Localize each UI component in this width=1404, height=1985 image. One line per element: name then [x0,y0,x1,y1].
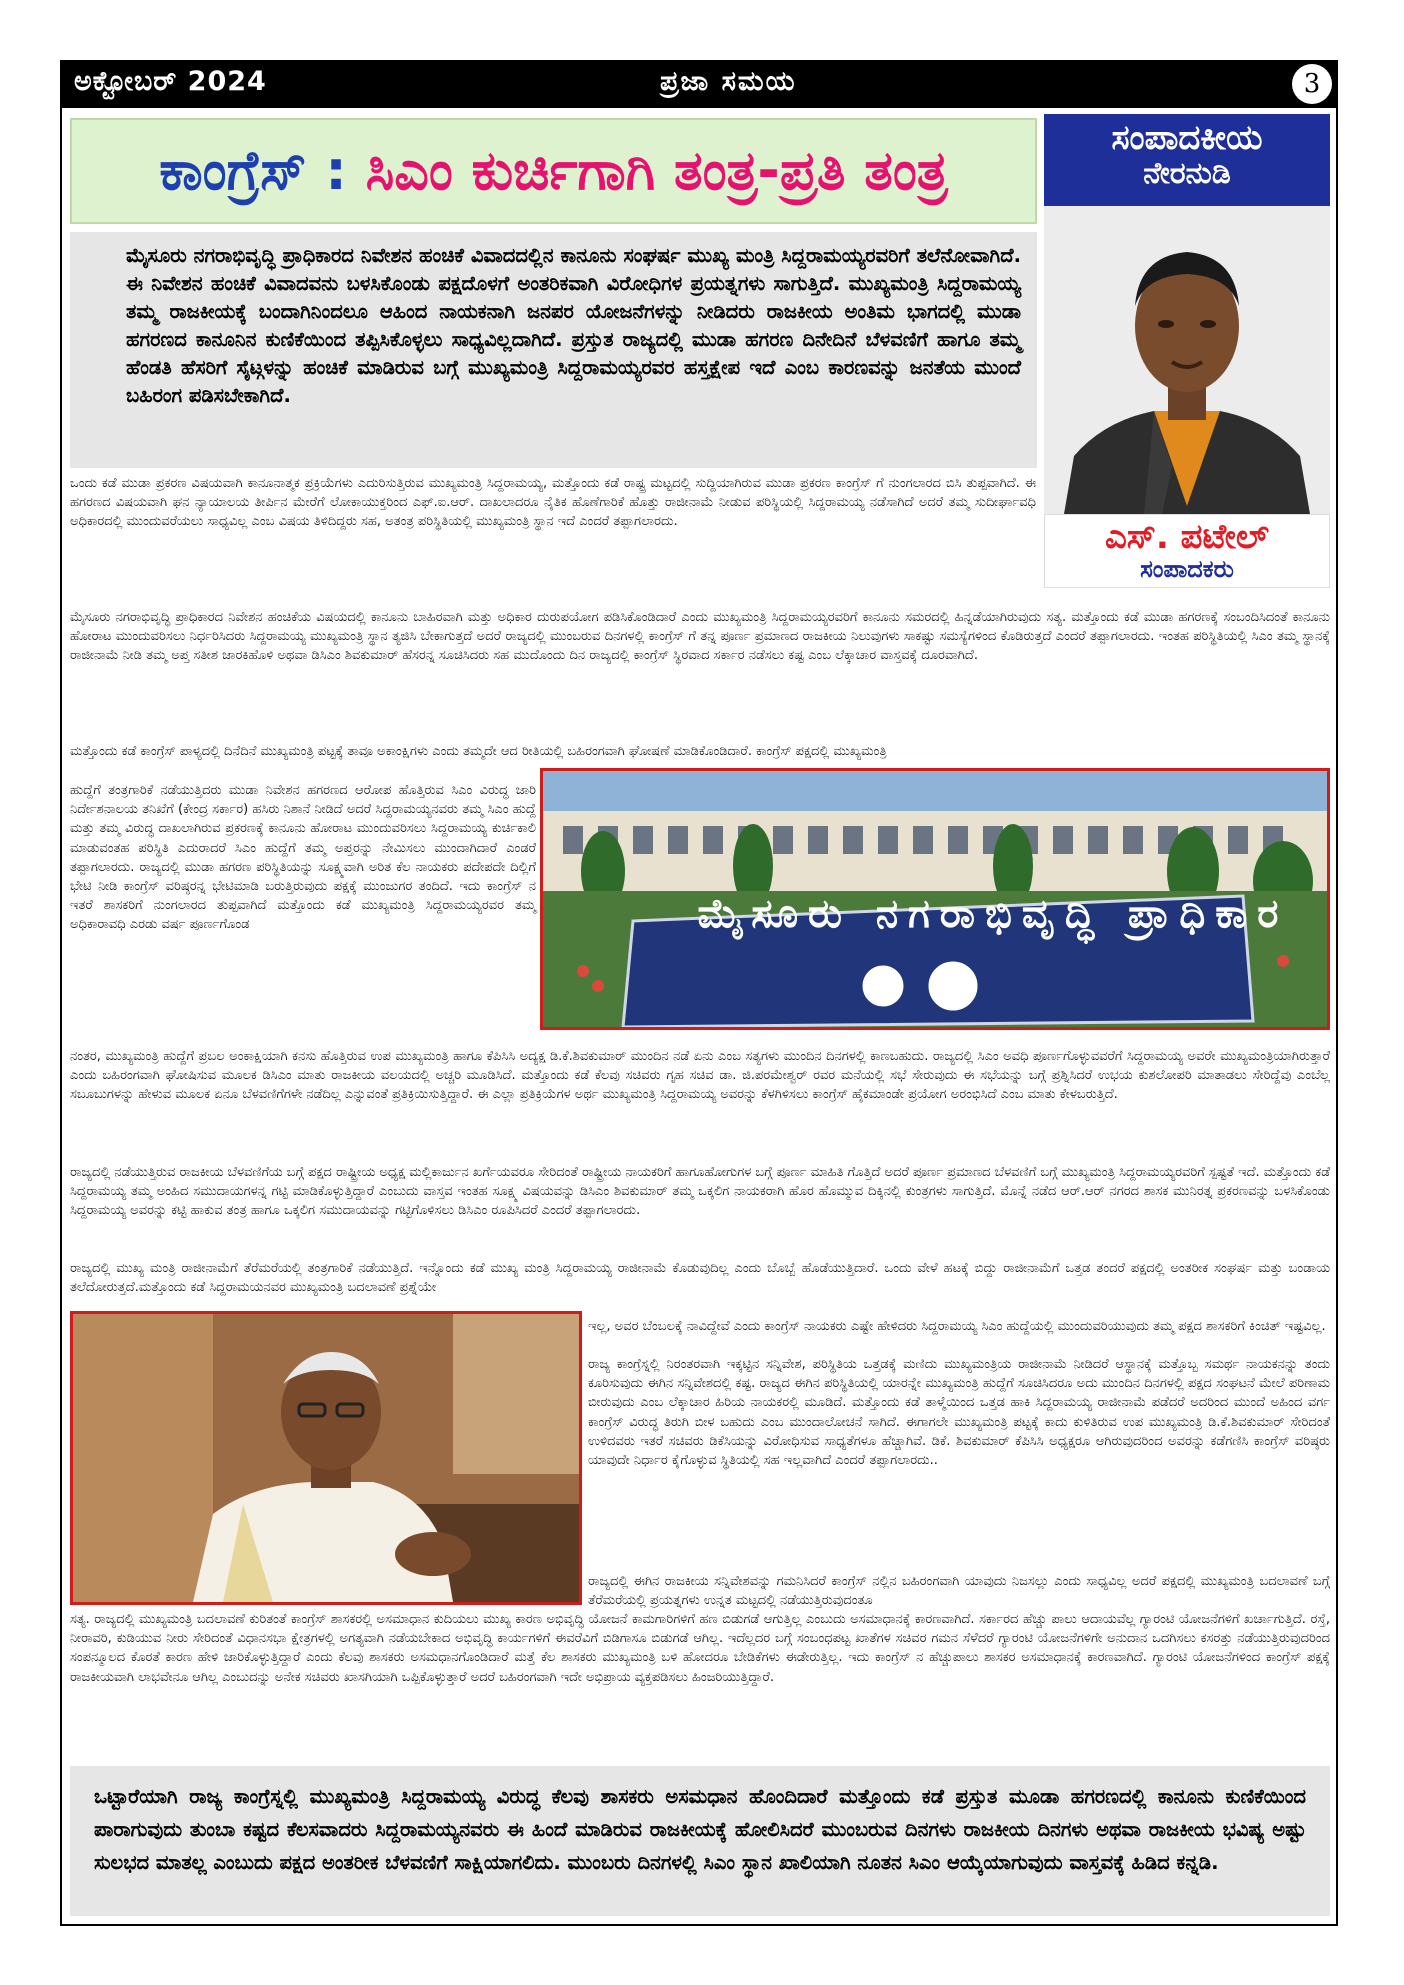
body-paragraph-10: ರಾಜ್ಯದಲ್ಲಿ ಈಗಿನ ರಾಜಕೀಯ ಸನ್ನಿವೇಶವನ್ನು ಗಮನಿಸಿದರೆ ಕಾಂಗ್ರೆಸ್ ನಲ್ಲಿನ ಬಹಿರಂಗವಾಗಿ ಯಾವುದು ನಿಜಸಲ್ಲು ಎಂದು ಸಾಧ್ಯವಿಲ್ಲ ಅದರೆ ಪಕ್ಷದಲ್ಲಿ ಮುಖ್ಯಮಂತ್ರಿ ಬದಲಾವಣೆ ಬಗ್ಗೆ ತೆರೆಮರೆಯಲ್ಲಿ ಪ್ರಯತ್ನಗಳು ಉನ್ನತ ಮಟ್ಟದಲ್ಲಿ ನಡೆಯುತ್ತಿರುವುದಂತೂ [588,1574,1330,1609]
newspaper-name: ಪ್ರಜಾ ಸಮಯ [660,66,797,97]
page-header [60,60,1338,108]
cm-image [73,1314,579,1602]
body-paragraph-11: ಸತ್ಯ. ರಾಜ್ಯದಲ್ಲಿ ಮುಖ್ಯಮಂತ್ರಿ ಬದಲಾವಣೆ ಕುರಿತಂತೆ ಕಾಂಗ್ರೆಸ್ ಶಾಸಕರಲ್ಲಿ ಅಸಮಾಧಾನ ಕುದಿಯಲು ಮುಖ್ಯ ಕಾರಣ ಅಭಿವೃದ್ಧಿ ಯೋಜನೆ ಕಾಮಗಾರಿಗಳಿಗೆ ಹಣ ಬಿಡುಗಡೆ ಆಗುತ್ತಿಲ್ಲ ಎಂಬುದು ಅಸಮಾಧಾನಕ್ಕೆ ಕಾರಣವಾಗಿದೆ. ಸರ್ಕಾರದ ಹೆಚ್ಚು ಪಾಲು ಆದಾಯವೆಲ್ಲ ಗ್ಯಾರಂಟಿ ಯೋಜನೆಗಳಿಗೆ ಖರ್ಚಾಗುತ್ತಿದೆ. ರಸ್ತೆ, ನೀರಾವರಿ, ಕುಡಿಯುವ ನೀರು ಸೇರಿದಂತೆ ವಿಧಾನಸಭಾ ಕ್ಷೇತ್ರಗಳಲ್ಲಿ ಅಗತ್ಯವಾಗಿ ನಡೆಯಬೇಕಾದ ಅಭಿವೃದ್ಧಿ ಕಾರ್ಯಗಳಿಗೆ ಈವರೆವಿಗೆ ಬಿಡಿಗಾಸೂ ಬಿಡುಗಡೆ ಆಗಿಲ್ಲ. ಇದೆಲ್ಲದರ ಬಗ್ಗೆ ಸಂಬಂಧಪಟ್ಟ ಖಾತೆಗಳ ಸಚಿವರ ಗಮನ ಸೆಳೆದರೆ ಗ್ಯಾರಂಟಿ ಯೋಜನೆಗಳಿಗೇ ಅನುದಾನ ಒದಗಿಸಲು ಕಸರತ್ತು ನಡೆಯುತ್ತಿರುವುದರಿಂದ ಸಂಪನ್ಮೂಲದ ಕೊರತೆ ಕಾರಣ ಹೇಳಿ ಜಾರಿಕೊಳ್ಳುತ್ತಿದ್ದಾರೆ ಎಂದು ಕೆಲವು ಶಾಸಕರು ಅಸಮಧಾನಗೊಂಡಿದಾರೆ ಮತ್ತೆ ಕೆಲ ಶಾಸಕರು ಮುಖ್ಯಮಂತ್ರಿ ಬಳಿ ಹೋದರೂ ಬೇಡಿಕೆಗಳು ಈಡೇರುತ್ತಿಲ್ಲ. ಇದು ಕಾಂಗ್ರೆಸ್ ನ ಹೆಚ್ಚುಪಾಲು ಶಾಸಕರ ಅಸಮಾಧಾನಕ್ಕೆ ಕಾರಣವಾಗಿದೆ. ಗ್ಯಾರಂಟಿ ಯೋಜನೆಗಳಿಂದ ಕಾಂಗ್ರೆಸ್ ಪಕ್ಷಕ್ಕೆ ರಾಜಕೀಯವಾಗಿ ಲಾಭವೇನೂ ಆಗಿಲ್ಲ ಎಂಬುದನ್ನು ಅನೇಕ ಸಚಿವರು ಖಾಸಗಿಯಾಗಿ ಒಪ್ಪಿಕೊಳ್ಳುತ್ತಾರೆ ಅದರೆ ಬಹಿರಂಗವಾಗಿ ಇದೇ ಅಭಿಪ್ರಾಯ ವ್ಯಕ್ತಪಡಿಸಲು ಹಿಂಜರಿಯುತ್ತಿದ್ದಾರೆ. [70,1612,1330,1685]
cm-photo [70,1311,582,1605]
intro-box [70,232,1037,468]
body-paragraph-8: ಇಲ್ಲ, ಅವರ ಬೆಂಬಲಕ್ಕೆ ನಾವಿದ್ದೇವೆ ಎಂದು ಕಾಂಗ್ರೆಸ್ ನಾಯಕರು ಎಷ್ಟೇ ಹೇಳಿದರು ಸಿದ್ದರಾಮಯ್ಯ ಸಿಎಂ ಹುದ್ದೆಯಲ್ಲಿ ಮುಂದುವರಿಯುವುದು ತಮ್ಮ ಪಕ್ಷದ ಶಾಸಕರಿಗೆ ಕಿಂಚಿತ್ ಇಷ್ಟವಿಲ್ಲ. [588,1319,1326,1334]
editorial-label-line1: ಸಂಪಾದಕೀಯ [1111,118,1263,158]
conclusion-box [70,1766,1330,1916]
editor-photo [1044,206,1330,514]
editorial-label [1044,114,1330,206]
body-paragraph-5: ನಂತರ, ಮುಖ್ಯಮಂತ್ರಿ ಹುದ್ದೆಗೆ ಪ್ರಬಲ ಅಂಕಾಕ್ಷಿಯಾಗಿ ಕನಸು ಹೊತ್ತಿರುವ ಉಪ ಮುಖ್ಯಮಂತ್ರಿ ಹಾಗೂ ಕೆಪಿಸಿಸಿ ಅದ್ಯಕ್ಷ ಡಿ.ಕೆ.ಶಿವಕುಮಾರ್ ಮುಂದಿನ ನಡೆ ಏನು ಎಂಬ ಸತ್ಯಗಳು ಮುಂದಿನ ದಿನಗಳಲ್ಲಿ ಕಾಣಬಹುದು. ರಾಜ್ಯದಲ್ಲಿ ಸಿಎಂ ಅವಧಿ ಪೂರ್ಣಗೊಳ್ಳುವವರೆಗೆ ಸಿದ್ದರಾಮಯ್ಯ ಅವರೇ ಮುಖ್ಯಮಂತ್ರಿಯಾಗಿರುತ್ತಾರೆ ಎಂದು ಬಹಿರಂಗವಾಗಿ ಘೋಷಿಸುವ ಮೂಲಕ ಡಿಸಿಎಂ ಮಾತು ರಾಜಕೀಯ ವಲಯದಲ್ಲಿ ಅಚ್ಚರಿ ಮೂಡಿಸಿದೆ. ಮತ್ತೊಂದು ಕಡೆ ಕೆಲವು ಸಚಿವರು ಗೃಹ ಸಚಿವ ಡಾ. ಜಿ.ಪರಮೇಶ್ವರ್ ರವರ ಮನೆಯಲ್ಲಿ ಸಭೆ ಸೇರುವುದು ಈ ಸಭೆಯನ್ನು ಬಗ್ಗೆ ಪ್ರಶ್ನಿಸಿದರೆ ಉಭಯ ಕುಶಲೋಪರಿ ಮಾತಾಡಲು ಸೇರಿದ್ದೆವು ಎಂಬೆಲ್ಲ ಸಬೂಬುಗಳನ್ನು ಹೇಳುವ ಮೂಲಕ ಏನೂ ಬೆಳವಣಿಗೆಗಳೇ ನಡೆದಿಲ್ಲ ಎನ್ನುವಂತೆ ಪ್ರತಿಕ್ರಿಯಿಸುತ್ತಿದ್ದಾರೆ. ಈ ಎಲ್ಲಾ ಪ್ರತಿಕ್ರಿಯೆಗಳ ಅರ್ಥ ಮುಖ್ಯಮಂತ್ರಿ ಸಿದ್ದರಾಮಯ್ಯ ಅವರನ್ನು ಕೆಳಗಿಳಿಸಲು ಕಾಂಗ್ರೆಸ್ ಹೈಕಮಾಂಡೇ ಪ್ರಯೋಗ ಅರಂಭಿಸಿದೆ ಎಂಬ ಮಾತು ಕೇಳಬರುತ್ತಿದೆ. [70,1049,1330,1103]
headline-box [70,118,1037,224]
editor-role: ಸಂಪಾದಕರು [1140,555,1234,583]
editor-portrait-image [1044,206,1330,514]
issue-date: ಅಕ್ಟೋಬರ್ 2024 [74,66,267,97]
body-paragraph-9: ರಾಜ್ಯ ಕಾಂಗ್ರೆಸ್ನಲ್ಲಿ ನಿರಂತರವಾಗಿ ಇಕ್ಕಟ್ಟಿನ ಸನ್ನಿವೇಶ, ಪರಿಸ್ಥಿತಿಯ ಒತ್ತಡಕ್ಕೆ ಮಣಿದು ಮುಖ್ಯಮಂತ್ರಿಯ ರಾಜೀನಾಮೆ ನೀಡಿದರೆ ಆಸ್ಥಾನಕ್ಕೆ ಮತ್ತೊಬ್ಬ ಸಮರ್ಥ ನಾಯಕನನ್ನು ತಂದು ಕೂರಿಸುವುದು ಈಗಿನ ಸನ್ನಿವೇಶದಲ್ಲಿ ಕಷ್ಟ. ರಾಜ್ಯದ ಈಗಿನ ಪರಿಸ್ಥಿತಿಯಲ್ಲಿ ಯಾರನ್ನೇ ಮುಖ್ಯಮಂತ್ರಿ ಹುದ್ದೆಗೆ ಸೂಚಿಸಿದರೂ ಅದು ಮುಂದಿನ ದಿನಗಳಲ್ಲಿ ಪಕ್ಷದ ಸಂಘಟನೆ ಮೇಲೆ ಪರಿಣಾಮ ಬೀರುವುದು ಎಂಬ ಲೆಕ್ಕಾಚಾರ ಹಿರಿಯ ನಾಯಕರಲ್ಲಿ ಮೂಡಿದೆ. ಮತ್ತೊಂದು ಕಡೆ ತಾಳ್ಮೆಯಿಂದ ಒತ್ತಡ ಹಾಕಿ ಸಿದ್ದರಾಮಯ್ಯ ರಾಜೀನಾಮೆ ಪಡೆದರೆ ಅದರಿಂದ ಮುಂದೆ ಅಹಿಂದ ವರ್ಗ ಕಾಂಗ್ರೆಸ್ ವಿರುದ್ಧ ತಿರುಗಿ ಬೀಳ ಬಹುದು ಎಂಬ ಮುಂದಾಲೋಚನೆ ಸಾಗಿದೆ. ಈಗಾಗಲೇ ಮುಖ್ಯಮಂತ್ರಿ ಪಟ್ಟಕ್ಕೆ ಕಾದು ಕುಳಿತಿರುವ ಉಪ ಮುಖ್ಯಮಂತ್ರಿ ಡಿ.ಕೆ.ಶಿವಕುಮಾರ್ ಸೇರಿದಂತೆ ಉಳಿದವರು ಇತರೆ ಸಚಿವರು ಡಿಕೆಸಿಯನ್ನು ವಿರೋಧಿಸುವ ಸಾಧ್ಯತೆಗಳೂ ಹೆಚ್ಚಾಗಿವೆ. ಡಿಕೆ. ಶಿವಕುಮಾರ್ ಕೆಪಿಸಿಸಿ ಅಧ್ಯಕ್ಷರೂ ಆಗಿರುವುದರಿಂದ ಅವರನ್ನು ಕಡೆಗಣಿಸಿ ಕಾಂಗ್ರೆಸ್ ವರಿಷ್ಠರು ಯಾವುದೇ ನಿರ್ಧಾರ ಕೈಗೊಳ್ಳುವ ಸ್ಥಿತಿಯಲ್ಲಿ ಸಹ ಇಲ್ಲವಾಗಿದೆ ಎಂದರೆ ತಪ್ಪಾಗಲಾರದು.. [588,1357,1330,1469]
body-paragraph-7: ರಾಜ್ಯದಲ್ಲಿ ಮುಖ್ಯ ಮಂತ್ರಿ ರಾಜೀನಾಮೆಗೆ ತೆರೆಮರೆಯಲ್ಲಿ ತಂತ್ರಗಾರಿಕೆ ನಡೆಯುತ್ತಿದೆ. ಇನ್ನೊಂದು ಕಡೆ ಮುಖ್ಯ ಮಂತ್ರಿ ಸಿದ್ದರಾಮಯ್ಯ ರಾಜೀನಾಮೆ ಕೊಡುವುದಿಲ್ಲ ಎಂದು ಬೊಬ್ಬೆ ಹೊಡೆಯುತ್ತಿದಾರೆ. ಒಂದು ವೇಳೆ ಹಟಕ್ಕೆ ಬಿದ್ದು ರಾಜೀನಾಮೆಗೆ ಒತ್ತಡ ತಂದರೆ ಪಕ್ಷದಲ್ಲಿ ಅಂತರೀಕ ಸಂಘರ್ಷ ಮತ್ತು ಬಂಡಾಯ ತಲೆದೋರುತ್ತದೆ.ಮತ್ತೊಂದು ಕಡೆ ಸಿದ್ದರಾಮಯನವರ ಮುಖ್ಯಮಂತ್ರಿ ಬದಲಾವಣೆ ಪ್ರಶ್ನೆಯೇ [70,1261,1330,1296]
muda-building-photo [540,768,1330,1030]
conclusion-text: ಒಟ್ಟಾರೆಯಾಗಿ ರಾಜ್ಯ ಕಾಂಗ್ರೆಸ್ನಲ್ಲಿ ಮುಖ್ಯಮಂತ್ರಿ ಸಿದ್ದರಾಮಯ್ಯ ವಿರುದ್ಧ ಕೆಲವು ಶಾಸಕರು ಅಸಮಧಾನ ಹೊಂದಿದಾರೆ ಮತ್ತೊಂದು ಕಡೆ ಪ್ರಸ್ತುತ ಮೂಡಾ ಹಗರಣದಲ್ಲಿ ಕಾನೂನು ಕುಣಿಕೆಯಿಂದ ಪಾರಾಗುವುದು ತುಂಬಾ ಕಷ್ಟದ ಕೆಲಸವಾದರು ಸಿದ್ದರಾಮಯ್ಯನವರು ಈ ಹಿಂದೆ ಮಾಡಿರುವ ರಾಜಕೀಯಕ್ಕೆ ಹೋಲಿಸಿದರೆ ಮುಂಬರುವ ದಿನಗಳು ರಾಜಕೀಯ ದಿನಗಳು ಅಥವಾ ರಾಜಕೀಯ ಭವಿಷ್ಯ ಅಷ್ಟು ಸುಲಭದ ಮಾತಲ್ಲ ಎಂಬುದು ಪಕ್ಷದ ಅಂತರೀಕ ಬೆಳವಣಿಗೆ ಸಾಕ್ಷಿಯಾಗಲಿದು. ಮುಂಬರು ದಿನಗಳಲ್ಲಿ ಸಿಎಂ ಸ್ಥಾನ ಖಾಲಿಯಾಗಿ ನೂತನ ಸಿಎಂ ಆಯ್ಕೆಯಾಗುವುದು ವಾಸ್ತವಕ್ಕೆ ಹಿಡಿದ ಕನ್ನಡಿ. [94,1785,1306,1874]
body-paragraph-3: ಮತ್ತೊಂದು ಕಡೆ ಕಾಂಗ್ರೆಸ್ ಪಾಳ್ಯದಲ್ಲಿ ದಿನೆದಿನೆ ಮುಖ್ಯಮಂತ್ರಿ ಪಟ್ಟಕ್ಕೆ ತಾವೂ ಅಕಾಂಕ್ಷಿಗಳು ಎಂದು ತಮ್ಮದೇ ಆದ ರೀತಿಯಲ್ಲಿ ಬಹಿರಂಗವಾಗಿ ಘೋಷಣೆ ಮಾಡಿಕೊಂಡಿದಾರೆ. ಕಾಂಗ್ರೆಸ್ ಪಕ್ಷದಲ್ಲಿ ಮುಖ್ಯಮಂತ್ರಿ [70,744,887,759]
editorial-label-line2: ನೇರನುಡಿ [1143,156,1231,191]
editor-name: ಎಸ್. ಪಟೇಲ್ [1105,517,1269,557]
body-paragraph-2: ಮೈಸೂರು ನಗರಾಭಿವೃದ್ಧಿ ಪ್ರಾಧಿಕಾರದ ನಿವೇಶನ ಹಂಚಿಕೆಯ ವಿಷಯದಲ್ಲಿ ಕಾನೂನು ಬಾಹಿರವಾಗಿ ಮತ್ತು ಅಧಿಕಾರ ದುರುಪಯೋಗ ಪಡಿಸಿಕೊಂಡಿದಾರೆ ಎಂದು ಮುಖ್ಯಮಂತ್ರಿ ಸಿದ್ದರಾಮಯ್ಯರವರಿಗೆ ಕಾನೂನು ಸಮರದಲ್ಲಿ ಹಿನ್ನಡೆಯಾಗಿರುವುದು ಸತ್ಯ. ಮತ್ತೊಂದು ಕಡೆ ಮುಡಾ ಹಗರಣಕ್ಕೆ ಸಂಬಂದಿಸಿದಂತೆ ಕಾನೂನು ಹೋರಾಟ ಮುಂದುವರಿಸಲು ನಿರ್ಧರಿಸಿದರು ಸಿದ್ದರಾಮಯ್ಯ ಮುಖ್ಯಮಂತ್ರಿ ಸ್ಥಾನ ತ್ಯಜಿಸಿ ಬೇಕಾಗುತ್ತದೆ ಅದರೆ ರಾಜ್ಯದಲ್ಲಿ ಮುಂಬರುವ ದಿನಗಳಲ್ಲಿ ಕಾಂಗ್ರೆಸ್ ಗೆ ತನ್ನ ಪೂರ್ಣ ಪ್ರಮಾಣದ ರಾಜಕೀಯ ನಿಲುವುಗಳು ಸಾಕಷ್ಟು ಸಮಸ್ಯೆಗಳಿಂದ ಕೊಡಿರುತ್ತದೆ ಎಂದರೆ ತಪ್ಪಾಗಲಾರದು. ಇಂತಹ ಪರಿಸ್ಥಿತಿಯಲ್ಲಿ ಸಿಎಂ ತಮ್ಮ ಸ್ಥಾನಕ್ಕೆ ರಾಜೀನಾಮೆ ನೀಡಿ ತಮ್ಮ ಅಪ್ತ ಸತೀಶ ಜಾರಕಿಹೊಳಿ ಅಥವಾ ಡಿಸಿಎಂ ಶಿವಕುಮಾರ್ ಹೆಸರನ್ನ ಸೂಚಿಸಿದರು ಸಹ ಮುದೊಂದು ದಿನ ರಾಜ್ಯದಲ್ಲಿ ಕಾಂಗ್ರೆಸ್ ಸ್ಥಿರವಾದ ಸರ್ಕಾರ ನಡೆಸಲು ಕಷ್ಟ ಎಂಬ ಲೆಕ್ಕಾಚಾರ ವಾಸ್ತವಕ್ಕೆ ದೂರವಾಗಿದೆ. [70,610,1330,664]
body-paragraph-4: ಹುದ್ದೆಗೆ ತಂತ್ರಗಾರಿಕೆ ನಡೆಯುತ್ತಿದರು ಮುಡಾ ನಿವೇಶನ ಹಗರಣದ ಆರೋಪ ಹೊತ್ತಿರುವ ಸಿಎಂ ವಿರುದ್ಧ ಜಾರಿ ನಿರ್ದೇಶನಾಲಯ ತನಿಖೆಗೆ (ಕೇಂದ್ರ ಸರ್ಕಾರ) ಹಸಿರು ನಿಶಾನೆ ನೀಡಿದೆ ಅದರೆ ಸಿದ್ದರಾಮಯ್ಯನವರು ತಮ್ಮ ಸಿಎಂ ಹುದ್ದೆ ಮತ್ತು ತಮ್ಮ ವಿರುದ್ಧ ದಾಖಲಾಗಿರುವ ಪ್ರಕರಣಕ್ಕೆ ಕಾನೂನು ಹೋರಾಟ ಮುಂದುವರಿಸಲು ಸಿದ್ದರಾಮಯ್ಯ ಕುರ್ಚಿಕಾಲಿ ಮಾಡುವಂತಹ ಪರಿಸ್ಥಿತಿ ಎದುರಾದರೆ ಸಿಎಂ ಹುದ್ದೆಗೆ ತಮ್ಮ ಅಪ್ತರನ್ನು ನೇಮಿಸಲು ಮುಂದಾಗಿದಾರೆ ಎಂಡರೆ ತಪ್ಪಾಗಲಾರದು. ರಾಜ್ಯದಲ್ಲಿ ಮುಡಾ ಹಗರಣ ಪರಿಸ್ಥಿತಿಯನ್ನು ಸೂಕ್ಷ್ಮವಾಗಿ ಅರಿತ ಕೆಲ ನಾಯಕರು ಪದೇಪದೇ ದಿಲ್ಲಿಗೆ ಭೇಟಿ ನೀಡಿ ಕಾಂಗ್ರೆಸ್ ವರಿಷ್ಠರನ್ನ ಭೇಟಿಮಾಡಿ ಬರುತ್ತಿರುವುದು ಪಕ್ಷಕ್ಕೆ ಮುಂಜುಗರ ತಂದಿದೆ. ಇದು ಕಾಂಗ್ರೆಸ್ ನ ಇತರೆ ಶಾಸಕರಿಗೆ ನುಂಗಲಾರದ ತುಪ್ಪವಾಗಿದೆ ಮತ್ತೊಂದು ಕಡೆ ಮುಖ್ಯಮಂತ್ರಿ ಸಿದ್ದರಾಮಯ್ಯರವರ ತಮ್ಮ ಅಧಿಕಾರಾವಧಿ ಎರಡು ವರ್ಷ ಪೂರ್ಣಗೊಂಡ [70,783,536,933]
building-sign-text: ಮೈಸೂರು ನಗರಾಭಿವೃದ್ಧಿ ಪ್ರಾಧಿಕಾರ [697,891,1289,937]
intro-text: ಮೈಸೂರು ನಗರಾಭಿವೃದ್ಧಿ ಪ್ರಾಧಿಕಾರದ ನಿವೇಶನ ಹಂಚಿಕೆ ವಿವಾದದಲ್ಲಿನ ಕಾನೂನು ಸಂಘರ್ಷ ಮುಖ್ಯ ಮಂತ್ರಿ ಸಿದ್ದರಾಮಯ್ಯರವರಿಗೆ ತಲೆನೋವಾಗಿದೆ. ಈ ನಿವೇಶನ ಹಂಚಿಕೆ ವಿವಾದವನು ಬಳಸಿಕೊಂಡು ಪಕ್ಷದೊಳಗೆ ಅಂತರಿಕವಾಗಿ ವಿರೋಧಿಗಳ ಪ್ರಯತ್ನಗಳು ಸಾಗುತ್ತಿದೆ. ಮುಖ್ಯಮಂತ್ರಿ ಸಿದ್ದರಾಮಯ್ಯ ತಮ್ಮ ರಾಜಕೀಯಕ್ಕೆ ಬಂದಾಗಿನಿಂದಲೂ ಆಹಿಂದ ನಾಯಕನಾಗಿ ಜನಪರ ಯೋಜನೆಗಳನ್ನು ನೀಡಿದರು ರಾಜಕೀಯ ಅಂತಿಮ ಭಾಗದಲ್ಲಿ ಮುಡಾ ಹಗರಣದ ಕಾನೂನಿನ ಕುಣಿಕೆಯಿಂದ ತಪ್ಪಿಸಿಕೊಳ್ಳಲು ಸಾಧ್ಯವಿಲ್ಲದಾಗಿದೆ. ಪ್ರಸ್ತುತ ರಾಜ್ಯದಲ್ಲಿ ಮುಡಾ ಹಗರಣ ದಿನೇದಿನೆ ಬೆಳವಣಿಗೆ ಹಾಗೂ ತಮ್ಮ ಹೆಂಡತಿ ಹೆಸರಿಗೆ ಸೈಟ್ಗಳನ್ನು ಹಂಚಿಕೆ ಮಾಡಿರುವ ಬಗ್ಗೆ ಮುಖ್ಯಮಂತ್ರಿ ಸಿದ್ದರಾಮಯ್ಯರವರ ಹಸ್ತಕ್ಷೇಪ ಇದೆ ಎಂಬ ಕಾರಣವನ್ನು ಜನತೆಯ ಮುಂದೆ ಬಹಿರಂಗ ಪಡಿಸಬೇಕಾಗಿದೆ. [126,244,1021,407]
headline-part1: ಕಾಂಗ್ರೆಸ್ : [159,139,366,202]
page-number: 3 [1292,64,1332,104]
body-paragraph-1: ಒಂದು ಕಡೆ ಮುಡಾ ಪ್ರಕರಣ ವಿಷಯವಾಗಿ ಕಾನೂನಾತ್ಮಕ ಪ್ರಕ್ರಿಯೆಗಳು ಎದುರಿಸುತ್ತಿರುವ ಮುಖ್ಯಮಂತ್ರಿ ಸಿದ್ದರಾಮಯ್ಯ, ಮತ್ತೊಂದು ಕಡೆ ರಾಷ್ಟ್ರ ಮಟ್ಟದಲ್ಲಿ ಸುದ್ದಿಯಾಗಿರುವ ಮುಡಾ ಪ್ರಕರಣ ಕಾಂಗ್ರೆಸ್ ಗೆ ನುಂಗಲಾರದ ಬಿಸಿ ತುಪ್ಪವಾಗಿದೆ. ಈ ಹಗರಣದ ವಿಷಯವಾಗಿ ಘನ ನ್ಯಾಯಾಲಯ ತೀರ್ಪಿನ ಮೇರೆಗೆ ಲೋಕಾಯುಕ್ತರಿಂದ ಎಫ್.ಐ.ಆರ್. ದಾಖಲಾದರೂ ನೈತಿಕ ಹೊಣೆಗಾರಿಕೆ ಹೊತ್ತು ರಾಜೀನಾಮೆ ನೀಡುವ ಪರಿಸ್ಥಿಯಲ್ಲಿ ಸಿದ್ದರಾಮಯ್ಯ ನಡೆಸಾಗಿದೆ ಅದರೆ ತಮ್ಮ ಸುದೀರ್ಘಾವಧಿ ಅಧಿಕಾರದಲ್ಲಿ ಮುಂದುವರೆಯಲು ಸಾಧ್ಯವಿಲ್ಲ ಎಂಬ ವಿಷಯ ತಿಳಿದಿದ್ದರು ಸಹ, ಅತಂತ್ರ ಪರಿಸ್ಥಿತಿಯಲ್ಲಿ ಮುಖ್ಯಮಂತ್ರಿ ಸ್ಥಾನ ಇದೆ ಎಂದರೆ ತಪ್ಪಾಗಲಾರದು. [70,476,1036,530]
body-paragraph-6: ರಾಜ್ಯದಲ್ಲಿ ನಡೆಯುತ್ತಿರುವ ರಾಜಕೀಯ ಬೆಳವಣಿಗೆಯ ಬಗ್ಗೆ ಪಕ್ಷದ ರಾಷ್ಟ್ರೀಯ ಅಧ್ಯಕ್ಷ ಮಲ್ಲಿಕಾರ್ಜುನ ಖರ್ಗೆಯವರೂ ಸೇರಿದಂತೆ ರಾಷ್ಟ್ರೀಯ ನಾಯಕರಿಗೆ ಹಾಗೂಹೋಗುಗಳ ಬಗ್ಗೆ ಪೂರ್ಣ ಮಾಹಿತಿ ಗೊತ್ತಿದೆ ಅದರೆ ಪೂರ್ಣ ಪ್ರಮಾಣದ ಬೆಳವಣಿಗೆ ಬಗ್ಗೆ ಮುಖ್ಯಮಂತ್ರಿ ಸಿದ್ದರಾಮಯ್ಯರವರಿಗೆ ಸ್ಪಷ್ಟತೆ ಇದೆ. ಮತ್ತೊಂದು ಕಡೆ ಸಿದ್ದರಾಮಯ್ಯ ತಮ್ಮ ಅಂಹಿದ ಸಮುದಾಯಗಳನ್ನ ಗಟ್ಟಿ ಮಾಡಿಕೊಳ್ಳುತ್ತಿದ್ದಾರೆ ಎಂಬುದು ವಾಸ್ತವ ಇಂತಹ ಸೂಕ್ಷ್ಮ ವಿಷಯವನ್ನು ಡಿಸಿಎಂ ಶಿವಕುಮಾರ್ ತಮ್ಮ ಒಕ್ಕಲಿಗ ನಾಯಕರಾಗಿ ಹೊರ ಹೊಮ್ಮುವ ದಿಕ್ಕಿನಲ್ಲಿ ಕುಂತ್ರಗಳು ಸಾಗುತ್ತಿದೆ. ಮೊನ್ನೆ ನಡೆದ ಆರ್.ಆರ್ ನಗರದ ಶಾಸಕ ಮುನಿರತ್ನ ಪ್ರಕರಣವನ್ನು ಬಳಸಿಕೊಂಡು ಸಿದ್ದರಾಮಯ್ಯ ಅವರನ್ನು ಕಟ್ಟಿ ಹಾಕುವ ತಂತ್ರ ಹಾಗೂ ಒಕ್ಕಲಿಗ ಸಮುದಾಯವನ್ನು ಗಟ್ಟಿಗೊಳಿಸಲು ಡಿಸಿಎಂ ರೂಪಿಸಿದರೆ ಎಂದರೆ ತಪ್ಪಾಗಲಾರದು. [70,1165,1330,1219]
headline-part2: ಸಿಎಂ ಕುರ್ಚಿಗಾಗಿ ತಂತ್ರ-ಪ್ರತಿ ತಂತ್ರ [365,139,948,202]
editor-byline [1044,514,1330,588]
headline [159,139,947,203]
